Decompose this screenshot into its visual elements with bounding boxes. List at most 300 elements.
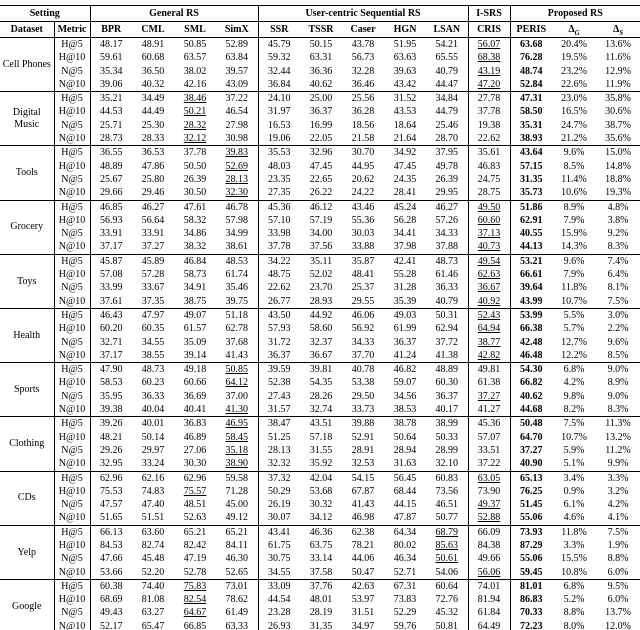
value-cell-delta-s: 8.8% bbox=[607, 553, 629, 565]
value-cell-ssr: 23.35 bbox=[258, 173, 300, 186]
value-cell-caser: 43.78 bbox=[351, 39, 375, 50]
value-cell-sml: 75.57 bbox=[183, 485, 207, 497]
value-cell-simx: 34.99 bbox=[225, 228, 249, 240]
value-cell-ssr: 34.55 bbox=[258, 566, 300, 580]
dataset-name: Tools bbox=[0, 146, 54, 200]
value-cell-ssr: 59.32 bbox=[258, 51, 300, 64]
dataset-name: Sports bbox=[0, 363, 54, 417]
value-cell-bpr: 51.65 bbox=[90, 511, 132, 525]
metric-label: H@10 bbox=[54, 539, 90, 552]
value-cell-ssr: 24.10 bbox=[258, 92, 300, 106]
value-cell-cml: 36.53 bbox=[132, 146, 174, 160]
value-cell-cris: 49.37 bbox=[468, 498, 510, 511]
value-cell-lsan: 60.30 bbox=[435, 377, 459, 389]
value-cell-delta-s: 9.0% bbox=[607, 390, 629, 402]
value-cell-tssr: 25.00 bbox=[300, 92, 342, 106]
value-cell-tssr: 16.99 bbox=[309, 119, 333, 131]
value-cell-delta-g: 6.8% bbox=[552, 579, 596, 593]
column-header-peris: PERIS bbox=[510, 22, 552, 38]
value-cell-delta-s: 13.2% bbox=[605, 431, 631, 443]
value-cell-delta-g: 15.9% bbox=[561, 228, 587, 240]
value-cell-sml: 38.46 bbox=[174, 92, 216, 106]
value-cell-hgn: 31.63 bbox=[393, 458, 417, 470]
metric-label: H@10 bbox=[54, 214, 90, 227]
column-header-cris: CRIS bbox=[468, 22, 510, 38]
column-header-sml: SML bbox=[174, 22, 216, 38]
value-cell-caser: 56.73 bbox=[351, 52, 375, 64]
value-cell-simx: 49.12 bbox=[225, 512, 249, 524]
value-cell-sml: 37.78 bbox=[174, 146, 216, 160]
value-cell-delta-s: 8.3% bbox=[607, 241, 629, 253]
value-cell-cris: 61.38 bbox=[468, 376, 510, 389]
value-cell-cml: 65.47 bbox=[141, 620, 165, 630]
value-cell-caser: 34.33 bbox=[351, 336, 375, 348]
value-cell-cris: 73.90 bbox=[468, 485, 510, 498]
value-cell-lsan: 45.32 bbox=[435, 607, 459, 619]
metric-label: H@5 bbox=[54, 363, 90, 377]
value-cell-peris: 35.73 bbox=[510, 186, 552, 200]
value-cell-tssr: 53.68 bbox=[309, 485, 333, 497]
value-cell-delta-s: 3.3% bbox=[596, 471, 640, 485]
value-cell-ssr: 48.03 bbox=[258, 160, 300, 173]
value-cell-delta-g: 9.6% bbox=[552, 254, 596, 268]
value-cell-sml: 46.89 bbox=[183, 431, 207, 443]
value-cell-caser: 78.21 bbox=[351, 539, 375, 551]
value-cell-lsan: 41.38 bbox=[435, 349, 459, 361]
metric-label: H@10 bbox=[54, 160, 90, 173]
table-row bbox=[0, 485, 640, 498]
value-cell-peris: 87.29 bbox=[510, 539, 552, 552]
value-cell-delta-s: 8.9% bbox=[607, 377, 629, 389]
value-cell-delta-g: 6.8% bbox=[552, 363, 596, 377]
value-cell-bpr: 53.66 bbox=[90, 566, 132, 580]
value-cell-lsan: 46.27 bbox=[426, 200, 468, 214]
metric-label: N@10 bbox=[54, 403, 90, 417]
value-cell-lsan: 54.21 bbox=[435, 39, 459, 50]
value-cell-lsan: 36.37 bbox=[435, 390, 459, 402]
value-cell-delta-g: 9.6% bbox=[552, 146, 596, 160]
value-cell-sml: 58.73 bbox=[183, 269, 207, 281]
value-cell-delta-s: 3.0% bbox=[596, 308, 640, 322]
value-cell-hgn: 38.78 bbox=[384, 417, 426, 431]
value-cell-ssr: 45.79 bbox=[258, 38, 300, 52]
value-cell-peris: 43.99 bbox=[510, 295, 552, 309]
value-cell-bpr: 68.69 bbox=[90, 593, 132, 606]
value-cell-hgn: 55.28 bbox=[393, 269, 417, 281]
value-cell-cml: 36.50 bbox=[141, 65, 165, 77]
value-cell-caser: 24.22 bbox=[351, 187, 375, 199]
value-cell-tssr: 63.75 bbox=[309, 539, 333, 551]
value-cell-sml: 42.16 bbox=[183, 78, 207, 90]
table-row bbox=[0, 620, 640, 630]
dataset-name: Toys bbox=[0, 254, 54, 308]
value-cell-bpr: 48.17 bbox=[90, 38, 132, 52]
table-row bbox=[0, 78, 640, 92]
value-cell-lsan: 28.99 bbox=[435, 444, 459, 456]
value-cell-sml: 26.39 bbox=[183, 173, 207, 185]
value-cell-simx: 52.69 bbox=[225, 160, 249, 172]
value-cell-bpr: 33.91 bbox=[90, 227, 132, 240]
table-row bbox=[0, 363, 640, 377]
value-cell-cris: 81.94 bbox=[468, 593, 510, 606]
value-cell-caser: 46.98 bbox=[351, 512, 375, 524]
value-cell-caser: 62.38 bbox=[342, 525, 384, 539]
table-row bbox=[0, 38, 640, 52]
value-cell-cris: 35.61 bbox=[468, 146, 510, 160]
metric-label: H@10 bbox=[54, 51, 90, 64]
metric-label: H@5 bbox=[54, 92, 90, 106]
column-header-delta-g: $\Delta_G$ bbox=[552, 22, 596, 38]
value-cell-tssr: 23.70 bbox=[309, 282, 333, 294]
metric-label: H@10 bbox=[54, 268, 90, 281]
value-cell-delta-g: 3.3% bbox=[563, 539, 585, 551]
value-cell-tssr: 37.56 bbox=[309, 241, 333, 253]
value-cell-ssr: 33.98 bbox=[258, 227, 300, 240]
value-cell-tssr: 63.31 bbox=[309, 52, 333, 64]
value-cell-simx: 46.95 bbox=[216, 417, 258, 431]
value-cell-cris: 49.66 bbox=[468, 552, 510, 565]
value-cell-delta-s: 1.9% bbox=[607, 539, 629, 551]
value-cell-tssr: 37.58 bbox=[309, 566, 333, 578]
value-cell-bpr: 48.89 bbox=[90, 160, 132, 173]
value-cell-cml: 44.49 bbox=[141, 106, 165, 118]
value-cell-hgn: 64.34 bbox=[384, 525, 426, 539]
value-cell-bpr: 33.99 bbox=[90, 281, 132, 294]
metric-label: H@10 bbox=[54, 431, 90, 444]
value-cell-bpr: 35.95 bbox=[90, 390, 132, 403]
value-cell-sml: 32.12 bbox=[183, 133, 207, 145]
value-cell-peris: 43.64 bbox=[510, 146, 552, 160]
value-cell-lsan: 57.26 bbox=[435, 214, 459, 226]
value-cell-lsan: 44.47 bbox=[435, 78, 459, 90]
value-cell-cris: 74.01 bbox=[468, 579, 510, 593]
value-cell-cml: 47.97 bbox=[132, 308, 174, 322]
table-row bbox=[0, 322, 640, 335]
value-cell-cml: 63.27 bbox=[141, 607, 165, 619]
table-row bbox=[0, 146, 640, 160]
value-cell-ssr: 38.47 bbox=[258, 417, 300, 431]
value-cell-delta-g: 9.8% bbox=[563, 390, 585, 402]
value-cell-ssr: 57.10 bbox=[258, 214, 300, 227]
table-row bbox=[0, 403, 640, 417]
value-cell-cris: 68.38 bbox=[468, 51, 510, 64]
metric-label: H@10 bbox=[54, 105, 90, 118]
metric-label: N@10 bbox=[54, 566, 90, 580]
table-row bbox=[0, 92, 640, 106]
value-cell-delta-g: 7.9% bbox=[563, 214, 585, 226]
value-cell-hgn: 50.64 bbox=[393, 431, 417, 443]
value-cell-bpr: 35.34 bbox=[90, 65, 132, 78]
value-cell-tssr: 34.00 bbox=[309, 228, 333, 240]
value-cell-caser: 20.62 bbox=[351, 173, 375, 185]
value-cell-peris: 86.83 bbox=[510, 593, 552, 606]
value-cell-ssr: 61.75 bbox=[258, 539, 300, 552]
value-cell-lsan: 40.79 bbox=[435, 295, 459, 307]
value-cell-cml: 34.49 bbox=[132, 92, 174, 106]
value-cell-simx: 61.49 bbox=[225, 607, 249, 619]
value-cell-caser: 35.87 bbox=[342, 254, 384, 268]
value-cell-hgn: 67.31 bbox=[384, 579, 426, 593]
value-cell-cris: 62.63 bbox=[468, 268, 510, 281]
value-cell-cris: 28.75 bbox=[468, 186, 510, 200]
metric-label: N@10 bbox=[54, 511, 90, 525]
value-cell-caser: 30.70 bbox=[342, 146, 384, 160]
value-cell-tssr: 48.01 bbox=[309, 594, 333, 606]
value-cell-peris: 40.55 bbox=[510, 227, 552, 240]
value-cell-hgn: 41.24 bbox=[393, 349, 417, 361]
value-cell-cris: 24.75 bbox=[468, 173, 510, 186]
value-cell-tssr: 37.76 bbox=[300, 579, 342, 593]
value-cell-tssr: 57.19 bbox=[309, 214, 333, 226]
value-cell-lsan: 68.79 bbox=[426, 525, 468, 539]
value-cell-tssr: 35.11 bbox=[300, 254, 342, 268]
value-cell-caser: 46.06 bbox=[342, 308, 384, 322]
value-cell-peris: 52.84 bbox=[510, 78, 552, 92]
value-cell-delta-g: 11.8% bbox=[552, 525, 596, 539]
value-cell-caser: 67.87 bbox=[351, 485, 375, 497]
value-cell-simx: 38.61 bbox=[225, 241, 249, 253]
table-row bbox=[0, 240, 640, 254]
value-cell-bpr: 59.61 bbox=[90, 51, 132, 64]
value-cell-sml: 58.32 bbox=[183, 214, 207, 226]
value-cell-bpr: 35.21 bbox=[90, 92, 132, 106]
value-cell-simx: 58.45 bbox=[225, 431, 249, 443]
value-cell-hgn: 37.98 bbox=[393, 241, 417, 253]
value-cell-delta-g: 5.9% bbox=[563, 444, 585, 456]
value-cell-tssr: 57.18 bbox=[309, 431, 333, 443]
value-cell-cml: 33.67 bbox=[141, 282, 165, 294]
value-cell-caser: 41.43 bbox=[351, 499, 375, 511]
value-cell-hgn: 28.94 bbox=[393, 444, 417, 456]
value-cell-tssr: 28.93 bbox=[309, 295, 333, 307]
value-cell-peris: 76.28 bbox=[510, 51, 552, 64]
value-cell-ssr: 27.35 bbox=[258, 186, 300, 200]
value-cell-caser: 31.51 bbox=[351, 607, 375, 619]
value-cell-caser: 21.58 bbox=[351, 133, 375, 145]
value-cell-delta-g: 8.8% bbox=[563, 607, 585, 619]
value-cell-cml: 47.86 bbox=[141, 160, 165, 172]
value-cell-simx: 57.98 bbox=[225, 214, 249, 226]
value-cell-tssr: 50.15 bbox=[309, 39, 333, 50]
value-cell-cml: 25.80 bbox=[141, 173, 165, 185]
value-cell-ssr: 50.29 bbox=[258, 485, 300, 498]
value-cell-peris: 57.15 bbox=[510, 160, 552, 173]
dataset-name: Cell Phones bbox=[2, 58, 51, 70]
value-cell-lsan: 37.72 bbox=[435, 336, 459, 348]
value-cell-caser: 29.50 bbox=[351, 390, 375, 402]
value-cell-sml: 30.30 bbox=[183, 458, 207, 470]
value-cell-sml: 34.91 bbox=[183, 282, 207, 294]
metric-label: H@5 bbox=[54, 200, 90, 214]
value-cell-lsan: 48.73 bbox=[426, 254, 468, 268]
metric-label: N@5 bbox=[54, 281, 90, 294]
value-cell-simx: 51.18 bbox=[216, 308, 258, 322]
value-cell-tssr: 28.26 bbox=[309, 390, 333, 402]
value-cell-sml: 75.83 bbox=[174, 579, 216, 593]
value-cell-delta-g: 23.2% bbox=[561, 65, 587, 77]
value-cell-delta-s: 9.5% bbox=[596, 579, 640, 593]
value-cell-bpr: 39.38 bbox=[90, 403, 132, 417]
value-cell-hgn: 56.45 bbox=[384, 471, 426, 485]
value-cell-sml: 34.86 bbox=[183, 228, 207, 240]
value-cell-bpr: 32.71 bbox=[90, 336, 132, 349]
value-cell-simx: 64.12 bbox=[225, 377, 249, 389]
value-cell-hgn: 59.07 bbox=[393, 377, 417, 389]
value-cell-hgn: 61.99 bbox=[393, 323, 417, 335]
value-cell-caser: 55.36 bbox=[351, 214, 375, 226]
value-cell-tssr: 42.04 bbox=[300, 471, 342, 485]
value-cell-sml: 38.32 bbox=[183, 241, 207, 253]
value-cell-sml: 52.63 bbox=[183, 512, 207, 524]
value-cell-delta-s: 6.0% bbox=[607, 594, 629, 606]
value-cell-caser: 34.97 bbox=[351, 620, 375, 630]
value-cell-lsan: 49.78 bbox=[435, 160, 459, 172]
value-cell-peris: 42.48 bbox=[510, 336, 552, 349]
value-cell-bpr: 28.73 bbox=[90, 132, 132, 146]
value-cell-delta-g: 16.5% bbox=[561, 106, 587, 118]
value-cell-peris: 70.33 bbox=[510, 606, 552, 619]
value-cell-hgn: 35.39 bbox=[393, 295, 417, 307]
value-cell-cris: 84.38 bbox=[468, 539, 510, 552]
column-header-ssr: SSR bbox=[258, 22, 300, 38]
column-header-tssr: TSSR bbox=[300, 22, 342, 38]
value-cell-peris: 46.48 bbox=[510, 349, 552, 363]
value-cell-lsan: 37.95 bbox=[426, 146, 468, 160]
value-cell-cris: 45.36 bbox=[468, 417, 510, 431]
metric-label: H@5 bbox=[54, 146, 90, 160]
value-cell-hgn: 34.41 bbox=[393, 228, 417, 240]
value-cell-sml: 62.96 bbox=[174, 471, 216, 485]
value-cell-tssr: 39.81 bbox=[300, 363, 342, 377]
value-cell-cml: 29.97 bbox=[141, 444, 165, 456]
value-cell-simx: 39.83 bbox=[216, 146, 258, 160]
value-cell-peris: 58.50 bbox=[510, 105, 552, 118]
value-cell-ssr: 45.36 bbox=[258, 200, 300, 214]
metric-label: H@10 bbox=[54, 593, 90, 606]
value-cell-bpr: 46.85 bbox=[90, 200, 132, 214]
value-cell-cris: 37.78 bbox=[468, 105, 510, 118]
value-cell-delta-g: 11.8% bbox=[561, 282, 587, 294]
value-cell-sml: 40.41 bbox=[183, 404, 207, 416]
value-cell-delta-g: 11.4% bbox=[561, 173, 587, 185]
value-cell-delta-g: 8.5% bbox=[563, 160, 585, 172]
value-cell-hgn: 31.28 bbox=[393, 282, 417, 294]
value-cell-simx: 46.30 bbox=[225, 553, 249, 565]
value-cell-delta-g: 0.9% bbox=[563, 485, 585, 497]
value-cell-simx: 65.21 bbox=[216, 525, 258, 539]
value-cell-lsan: 36.33 bbox=[435, 282, 459, 294]
value-cell-cris: 37.13 bbox=[468, 227, 510, 240]
value-cell-cml: 45.89 bbox=[132, 254, 174, 268]
value-cell-tssr: 28.19 bbox=[309, 607, 333, 619]
value-cell-caser: 36.28 bbox=[351, 106, 375, 118]
metric-label: N@5 bbox=[54, 65, 90, 78]
value-cell-simx: 84.11 bbox=[225, 539, 248, 551]
value-cell-delta-g: 20.4% bbox=[561, 39, 587, 50]
value-cell-delta-g: 3.4% bbox=[552, 471, 596, 485]
value-cell-simx: 46.54 bbox=[225, 106, 249, 118]
value-cell-cml: 81.08 bbox=[141, 594, 165, 606]
value-cell-peris: 44.13 bbox=[510, 240, 552, 254]
value-cell-tssr: 58.60 bbox=[309, 323, 333, 335]
value-cell-sml: 66.85 bbox=[183, 620, 207, 630]
metric-label: H@5 bbox=[54, 579, 90, 593]
value-cell-lsan: 85.63 bbox=[435, 539, 459, 551]
value-cell-tssr: 40.62 bbox=[309, 78, 333, 90]
value-cell-cml: 60.35 bbox=[141, 323, 165, 335]
value-cell-cml: 74.40 bbox=[132, 579, 174, 593]
metric-label: N@10 bbox=[54, 240, 90, 254]
value-cell-lsan: 54.06 bbox=[435, 566, 459, 578]
value-cell-caser: 42.63 bbox=[342, 579, 384, 593]
dataset-name: Grocery bbox=[0, 200, 54, 254]
value-cell-peris: 54.30 bbox=[510, 363, 552, 377]
value-cell-bpr: 47.90 bbox=[90, 363, 132, 377]
value-cell-peris: 37.27 bbox=[510, 444, 552, 457]
column-header-bpr: BPR bbox=[90, 22, 132, 38]
value-cell-hgn: 46.82 bbox=[384, 363, 426, 377]
value-cell-bpr: 29.26 bbox=[90, 444, 132, 457]
table-row bbox=[0, 227, 640, 240]
metric-label: N@10 bbox=[54, 295, 90, 309]
value-cell-ssr: 27.43 bbox=[258, 390, 300, 403]
value-cell-lsan: 26.39 bbox=[435, 173, 459, 185]
table-row bbox=[0, 498, 640, 511]
value-cell-cris: 56.07 bbox=[468, 38, 510, 52]
table-row bbox=[0, 525, 640, 539]
value-cell-bpr: 37.17 bbox=[90, 349, 132, 363]
value-cell-bpr: 49.43 bbox=[90, 606, 132, 619]
value-cell-delta-s: 11.6% bbox=[605, 52, 631, 64]
value-cell-bpr: 56.93 bbox=[90, 214, 132, 227]
value-cell-ssr: 31.97 bbox=[258, 105, 300, 118]
table-row bbox=[0, 552, 640, 565]
value-cell-delta-s: 38.7% bbox=[605, 119, 631, 131]
value-cell-delta-s: 7.5% bbox=[607, 295, 629, 307]
table-row bbox=[0, 566, 640, 580]
value-cell-simx: 48.53 bbox=[216, 254, 258, 268]
value-cell-bpr: 37.61 bbox=[90, 295, 132, 309]
group-i-srs: I-SRS bbox=[468, 6, 510, 22]
value-cell-delta-g: 10.6% bbox=[561, 187, 587, 199]
value-cell-ssr: 43.50 bbox=[258, 308, 300, 322]
value-cell-delta-s: 18.8% bbox=[605, 173, 631, 185]
value-cell-simx: 27.98 bbox=[225, 119, 249, 131]
value-cell-sml: 61.57 bbox=[183, 323, 207, 335]
table-row bbox=[0, 457, 640, 471]
value-cell-cml: 40.32 bbox=[141, 78, 165, 90]
value-cell-delta-s: 8.5% bbox=[607, 349, 629, 361]
value-cell-bpr: 75.53 bbox=[90, 485, 132, 498]
header-columns-row bbox=[0, 22, 640, 38]
value-cell-tssr: 36.37 bbox=[309, 106, 333, 118]
value-cell-caser: 48.41 bbox=[351, 269, 375, 281]
value-cell-delta-s: 9.0% bbox=[596, 363, 640, 377]
value-cell-sml: 47.61 bbox=[174, 200, 216, 214]
value-cell-cml: 45.48 bbox=[141, 553, 165, 565]
value-cell-cml: 56.64 bbox=[141, 214, 165, 226]
value-cell-cml: 36.33 bbox=[141, 390, 165, 402]
value-cell-cris: 27.78 bbox=[468, 92, 510, 106]
value-cell-ssr: 31.57 bbox=[258, 403, 300, 417]
value-cell-delta-g: 22.6% bbox=[561, 78, 587, 90]
group-proposed-rs: Proposed RS bbox=[510, 6, 640, 22]
metric-label: H@5 bbox=[54, 38, 90, 52]
value-cell-cris: 19.38 bbox=[468, 119, 510, 132]
value-cell-hgn: 28.41 bbox=[393, 187, 417, 199]
value-cell-bpr: 52.17 bbox=[90, 620, 132, 630]
value-cell-lsan: 50.61 bbox=[435, 553, 459, 565]
